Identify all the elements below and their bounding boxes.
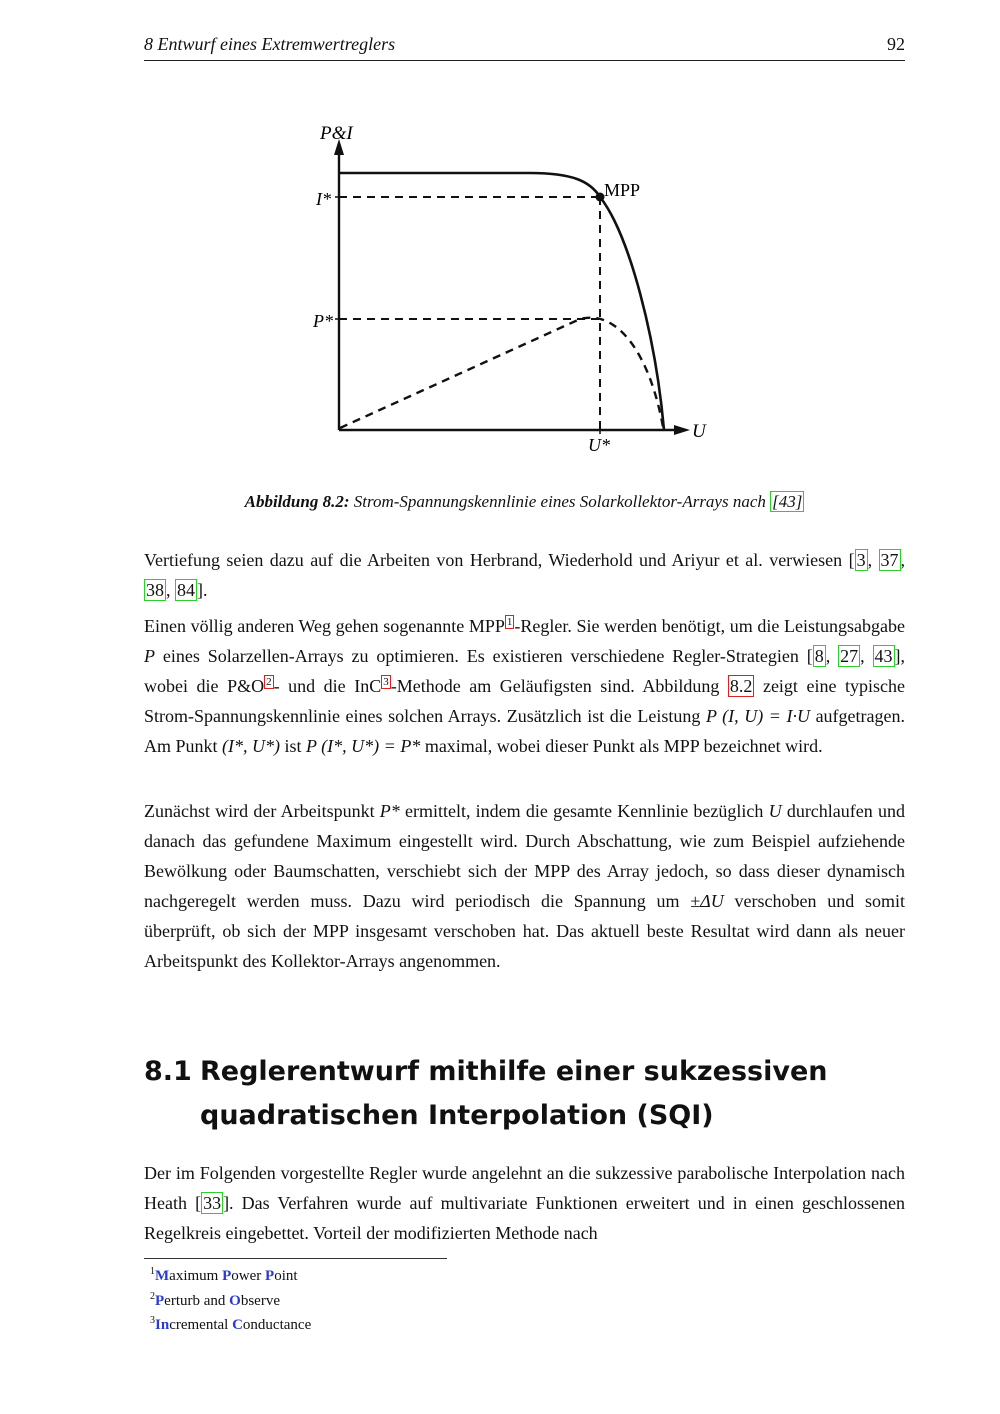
p4-text-1: Der im Folgenden vorgestellte Regler wurde angelehnt an die sukzessive parabolische Interpolation nach Heath [ (144, 1163, 905, 1213)
footnote-number: 1 (150, 1266, 155, 1277)
p4-text-2: ]. Das Verfahren wurde auf multivariate Funktionen erweitert und in einen geschlossenen Regelkreis eingebettet. Vorteil der modifizierten Methode nach (144, 1193, 905, 1243)
fn-highlight: P (265, 1268, 275, 1284)
fn-highlight: P (222, 1268, 232, 1284)
fn-text: bserve (240, 1292, 280, 1309)
p3-text-3: durchlaufen und danach das gefundene Maximum eingestellt wird. Durch Abschattung, wie zum Beispiel aufziehende Bewölkung oder Baumschatten, verschiebt sich der MPP des Array jedoch, so dass dieser dynamisch nachgeregelt werden muss. Dazu wird periodisch die Spannung um (144, 801, 905, 911)
p3-text-1: Zunächst wird der Arbeitspunkt (144, 801, 380, 821)
citation-43[interactable]: 43 (874, 646, 893, 666)
footnote-2 (150, 1287, 311, 1312)
fn-highlight: P (155, 1292, 165, 1309)
citation-27[interactable]: 27 (840, 646, 859, 666)
equation-point: (I*, U*) (222, 736, 280, 756)
citation-33[interactable]: 33 (203, 1193, 222, 1213)
math-p: P (144, 646, 155, 666)
p2-text-7: zeigt eine typische Strom-Spannungskennlinie eines solchen Arrays. Zusätzlich ist die Leistung (144, 676, 905, 726)
math-u: U (768, 801, 782, 821)
p2-text-9: ist (280, 736, 307, 756)
citation-37[interactable]: 37 (880, 550, 899, 570)
mpp-label: MPP (604, 180, 641, 200)
footnote-mark-3[interactable]: 3 (383, 676, 389, 688)
fn-text: oint (274, 1268, 298, 1284)
p2-text-3: eines Solarzellen-Arrays zu optimieren. Es existieren verschiedene Regler-Strategien [ (155, 646, 813, 666)
section-title: Reglerentwurf mithilfe einer sukzessiven quadratischen Interpolation (SQI) (200, 1056, 828, 1131)
p2-text-10: maximal, wobei dieser Punkt als MPP bezeichnet wird. (420, 736, 823, 756)
footnote-1 (150, 1262, 311, 1287)
citation-3[interactable]: 3 (856, 550, 866, 570)
fn-highlight: O (229, 1292, 241, 1309)
y-axis-label: P&I (320, 123, 353, 144)
iv-curve-figure (300, 115, 720, 465)
p1-text-2: ]. (197, 580, 208, 600)
section-heading (144, 1050, 905, 1138)
equation-power: P (I, U) = I·U (705, 706, 810, 726)
paragraph-4 (144, 1158, 905, 1248)
figure-caption (144, 492, 905, 512)
p1-text-1: Vertiefung seien dazu auf die Arbeiten von Herbrand, Wiederhold und Ariyur et al. verwiesen [ (144, 550, 855, 570)
citation-84[interactable]: 84 (177, 580, 195, 600)
power-curve (340, 318, 663, 428)
equation-max: P (I*, U*) = P* (306, 736, 421, 756)
footnote-number: 2 (150, 1290, 155, 1302)
i-star-label: I* (316, 189, 331, 209)
fn-highlight: M (155, 1268, 170, 1284)
fn-text: erturb and (164, 1292, 230, 1309)
footnote-rule (144, 1258, 447, 1259)
footnote-number: 3 (150, 1315, 155, 1326)
current-curve (339, 173, 664, 430)
p2-text-1: Einen völlig anderen Weg gehen sogenannte MPP (144, 616, 505, 636)
caption-text: Strom-Spannungskennlinie eines Solarkollektor-Arrays nach (353, 492, 766, 511)
caption-citation[interactable]: [43] (772, 492, 803, 511)
math-delta-u: ±ΔU (690, 891, 724, 911)
u-star-label: U* (588, 435, 610, 455)
fn-highlight: C (232, 1317, 243, 1333)
page-number: 92 (887, 34, 905, 54)
p2-text-6: -Methode am Geläufigsten sind. Abbildung (390, 676, 728, 696)
citation-8[interactable]: 8 (814, 646, 824, 666)
caption-label: Abbildung 8.2: (244, 492, 350, 511)
p2-text-4: ], wobei die P&O (144, 646, 906, 696)
fn-text: onductance (242, 1317, 312, 1333)
footnote-3 (150, 1311, 311, 1336)
citation-38[interactable]: 38 (146, 580, 164, 600)
paragraph-3 (144, 796, 905, 976)
section-number: 8.1 (144, 1056, 192, 1087)
p2-text-2: -Regler. Sie werden benötigt, um die Leistungsabgabe (514, 616, 906, 636)
p3-text-4: verschoben und somit überprüft, ob sich der MPP insgesamt verschoben hat. Das aktuell beste Resultat wird dann als neuer Arbeitspunkt des Kollektor-Arrays angenommen. (144, 891, 905, 971)
running-header (144, 30, 905, 61)
iv-curve-svg (300, 115, 720, 465)
p3-text-2: ermittelt, indem die gesamte Kennlinie bezüglich (399, 801, 769, 821)
chapter-title: 8 Entwurf eines Extremwertreglers (144, 34, 396, 54)
fn-highlight: In (155, 1317, 170, 1333)
x-axis-label: U (692, 421, 706, 442)
paragraph-2: Einen völlig anderen Weg gehen sogenannte MPP $^1$ -Regler. Sie werden benötigt, um die Leistungsabgabe P eines Solarzellen-Arrays zu optimieren. Es existieren verschiedene Regler-Strategien [ 8 , 27 , 43 ], wobei die P&O $^2$ - und die InC $^3$ -Methode am Geläufigsten sind. Abbildung 8.2 zeigt eine typische Strom-Spannungskennlinie eines solchen Arrays. Zusätzlich ist die Leistung P (I, U) = I·U aufgetragen. Am Punkt (I*, U*) ist P (I*, U*) = P* maximal, wobei dieser Punkt als MPP bezeichnet wird. (144, 616, 906, 756)
fn-text: cremental (169, 1317, 233, 1333)
footnote-mark-2[interactable]: 2 (266, 676, 272, 688)
p2-text-8: aufgetragen. Am Punkt (144, 706, 906, 756)
figure-reference[interactable]: 8.2 (729, 676, 753, 696)
footnote-mark-1[interactable]: 1 (506, 616, 513, 628)
p2-text-5: - und die InC (273, 676, 382, 696)
math-p-star: P* (379, 801, 400, 821)
p-star-label: P* (313, 311, 333, 331)
x-axis-arrow (674, 425, 690, 435)
footnotes (150, 1262, 311, 1336)
fn-text: ower (231, 1268, 266, 1284)
fn-text: aximum (169, 1268, 223, 1284)
paragraph-1: Vertiefung seien dazu auf die Arbeiten von Herbrand, Wiederhold und Ariyur et al. verwiesen [ 3 , 37 , 38 , 84 ]. (144, 550, 905, 600)
